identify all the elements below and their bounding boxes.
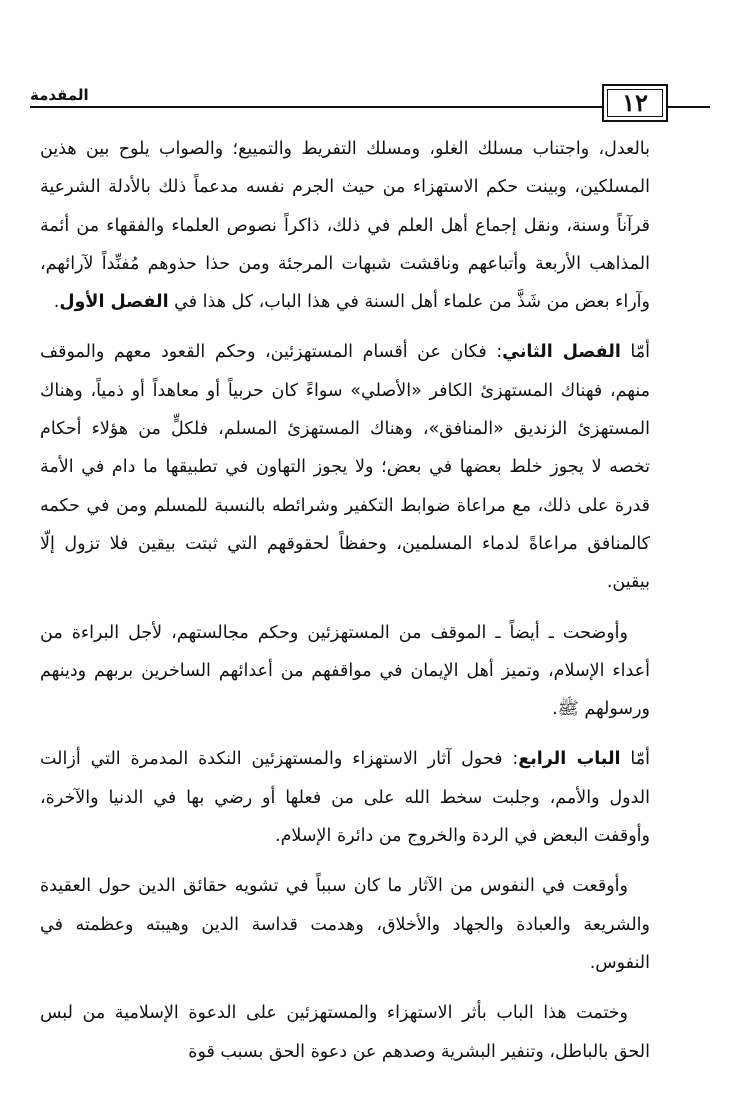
body-text xyxy=(40,130,650,1083)
running-title: المقدمة xyxy=(30,84,95,106)
paragraph-3 xyxy=(40,614,650,729)
page-number: ١٢ xyxy=(602,84,668,122)
paragraph-2 xyxy=(40,333,650,601)
text-segment: بالعدل، واجتناب مسلك الغلو، ومسلك التفريط والتمييع؛ والصواب يلوح بين هذين المسلكين، وبينت حكم الاستهزاء من حيث الجرم نفسه مدعماً ذلك بالأدلة الشرعية قرآناً وسنة، ونقل إجماع أهل العلم في ذلك، ذاكراً نصوص العلماء والفقهاء من أئمة المذاهب الأربعة وأتباعهم وناقشت شبهات المرجئة ومن حذا حذوهم مُفنِّداً لآرائهم، وآراء بعض من شَذَّ من علماء أهل السنة في هذا الباب، كل هذا في xyxy=(40,139,650,313)
text-segment: وختمت هذا الباب بأثر الاستهزاء والمستهزئين على الدعوة الإسلامية من لبس الحق بالباطل، وتنفير البشرية وصدهم عن دعوة الحق بسبب قوة xyxy=(40,1003,650,1062)
text-segment: : فحول آثار الاستهزاء والمستهزئين النكدة المدمرة التي أزالت الدول والأمم، وجلبت سخط الله على من فعلها أو رضي بها في الدنيا والآخرة، وأوقفت البعض في الردة والخروج من دائرة الإسلام. xyxy=(40,749,650,847)
bold-heading-term: الفصل الأول xyxy=(59,292,169,313)
bold-heading-term: الباب الرابع xyxy=(518,749,621,770)
paragraph-4 xyxy=(40,740,650,855)
text-segment: وأوقعت في النفوس من الآثار ما كان سبباً في تشويه حقائق الدين حول العقيدة والشريعة والعبادة والجهاد والأخلاق، وهدمت قداسة الدين وهيبته وعظمته في النفوس. xyxy=(40,876,650,973)
paragraph-6 xyxy=(40,994,650,1071)
paragraph-1 xyxy=(40,130,650,321)
page-header xyxy=(30,84,710,124)
text-segment: . xyxy=(53,292,60,313)
text-segment: أمّا xyxy=(620,749,650,770)
bold-heading-term: الفصل الثاني xyxy=(502,342,621,363)
text-segment: : فكان عن أقسام المستهزئين، وحكم القعود معهم والموقف منهم، فهناك المستهزئ الكافر «الأصلي» سواءً كان حربياً أو معاهداً أو ذمياً، وهناك المستهزئ الزنديق «المنافق»، وهناك المستهزئ المسلم، فلكلٍّ من هؤلاء أحكام تخصه لا يجوز خلط بعضها في بعض؛ ولا يجوز التهاون في تطبيقها ما دام في الأمة قدرة على ذلك، مع مراعاة ضوابط التكفير وشرائطه بالنسبة للمسلم ومن في حكمه كالمنافق مراعاةً لدماء المسلمين، وحفظاً لحقوقهم التي ثبتت بيقين فلا تزول إلّا بيقين. xyxy=(40,342,650,593)
text-segment: أمّا xyxy=(620,342,650,363)
text-segment: وأوضحت ـ أيضاً ـ الموقف من المستهزئين وحكم مجالستهم، لأجل البراءة من أعداء الإسلام، وتميز أهل الإيمان في مواقفهم من أعدائهم الساخرين بربهم ودينهم ورسولهم ﷺ. xyxy=(40,622,650,720)
paragraph-5 xyxy=(40,867,650,982)
